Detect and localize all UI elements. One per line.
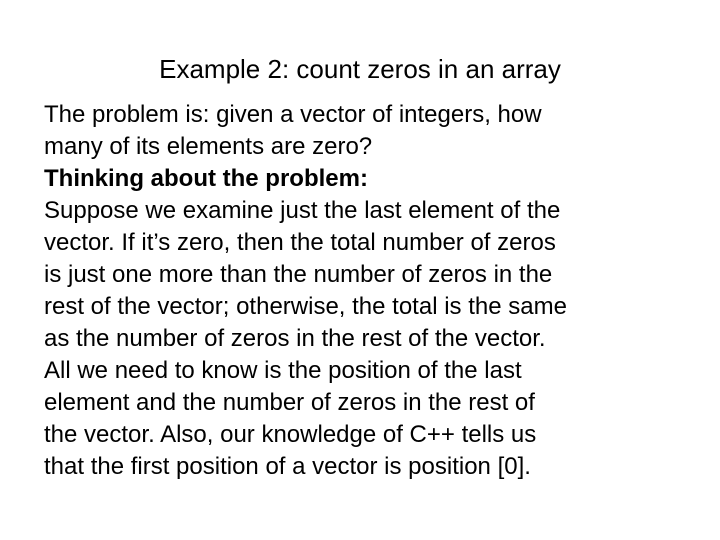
thinking-heading [44,163,694,195]
slide-title: Example 2: count zeros in an array [159,54,561,84]
text-line: as the number of zeros in the rest of the vector. [44,325,546,352]
text-line: that the first position of a vector is position [0]. [44,453,531,480]
text-line: Thinking about the problem: [44,165,368,192]
text-line: many of its elements are zero? [44,133,373,160]
text-line: All we need to know is the position of the last [44,357,522,384]
text-line: The problem is: given a vector of integers, how [44,101,542,128]
text-line: is just one more than the number of zeros in the [44,261,553,288]
explanation-paragraph [44,195,694,483]
text-line: rest of the vector; otherwise, the total is the same [44,293,567,320]
text-line: vector. If it’s zero, then the total number of zeros [44,229,556,256]
problem-statement-paragraph [44,99,694,163]
text-line: element and the number of zeros in the rest of [44,389,535,416]
text-line: the vector. Also, our knowledge of C++ tells us [44,421,537,448]
text-line: Suppose we examine just the last element of the [44,197,561,224]
slide-body [44,99,694,483]
